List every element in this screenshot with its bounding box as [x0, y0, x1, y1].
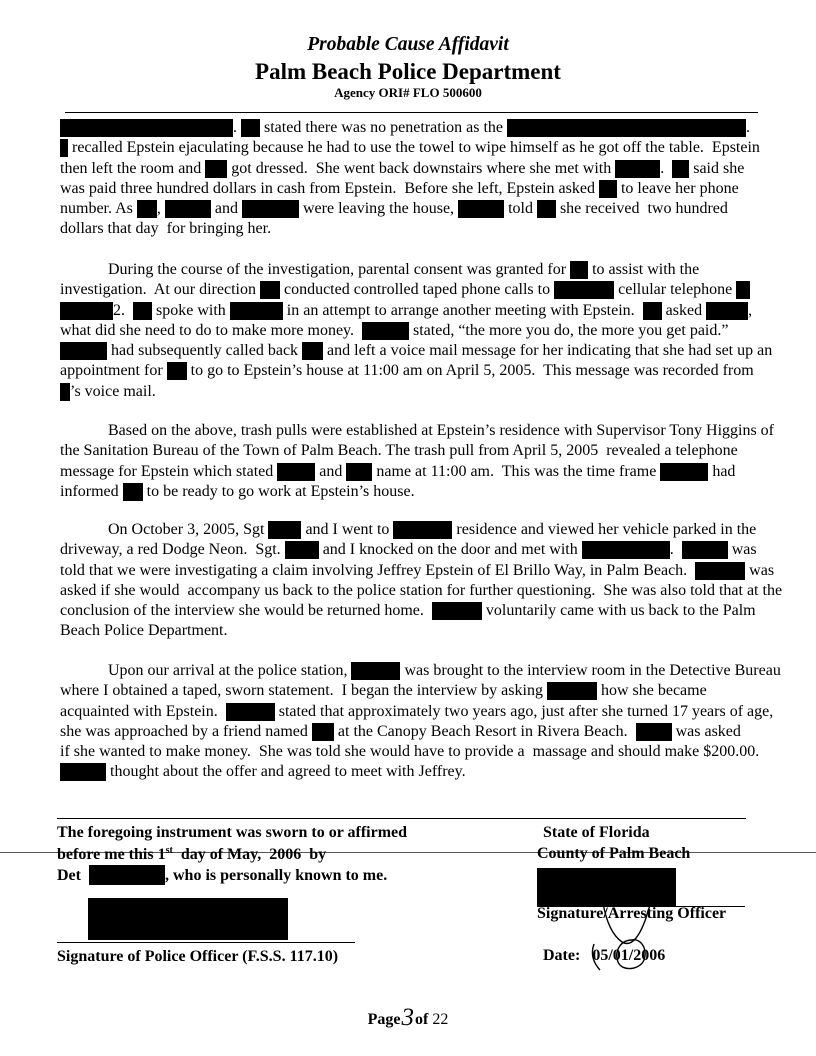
redaction-block — [60, 342, 107, 360]
text-run: to assist with the — [588, 261, 700, 278]
redaction-block — [167, 362, 187, 380]
redaction-block — [660, 463, 708, 481]
oath-officer-suffix: , who is personally known to me. — [164, 867, 388, 884]
redaction-block — [285, 541, 319, 559]
text-run: had — [708, 462, 736, 480]
text-run: , — [748, 301, 753, 319]
text-line — [60, 280, 790, 300]
text-line — [60, 762, 790, 782]
text-run: had subsequently called back — [107, 342, 303, 360]
text-run: stated there was no penetration as the — [260, 119, 508, 136]
text-run: On October 3, 2005, Sgt — [108, 521, 269, 538]
text-line — [60, 118, 790, 138]
text-run: and — [210, 200, 242, 218]
document-title: Probable Cause Affidavit — [307, 34, 509, 55]
text-run: cellular telephone — [614, 281, 737, 299]
text-line — [60, 382, 790, 402]
text-run: conclusion of the interview she would be returned home. — [60, 602, 432, 620]
notary-signature-caption: Signature of Police Officer (F.S.S. 117.10) — [57, 948, 339, 965]
text-line — [60, 681, 790, 701]
text-line — [60, 540, 790, 560]
text-run: appointment for — [60, 362, 167, 380]
text-run: what did she need to do to make more money. — [60, 321, 362, 339]
redaction-block — [60, 139, 68, 157]
text-line — [60, 601, 790, 621]
text-run: the Sanitation Bureau of the Town of Palm Beach. The trash pull from April 5, 2005 revealed a telephone — [60, 442, 738, 460]
text-run: conducted controlled taped phone calls to — [279, 281, 555, 299]
paragraph-5 — [60, 661, 790, 783]
header-rule — [65, 112, 758, 113]
text-line — [60, 421, 790, 441]
redaction-block — [165, 200, 211, 218]
text-run: and I knocked on the door and met with — [318, 541, 582, 559]
text-run: residence and viewed her vehicle parked in the — [452, 521, 757, 538]
text-line — [60, 581, 790, 601]
oath-line-2 — [57, 844, 326, 865]
signature-stroke — [603, 902, 652, 943]
text-line — [60, 742, 790, 762]
paragraph-4 — [60, 520, 790, 642]
text-run: . — [233, 119, 241, 136]
text-line — [60, 702, 790, 722]
text-run: at the Canopy Beach Resort in Rivera Beach. — [333, 722, 636, 740]
redaction-block — [643, 302, 662, 320]
redaction-block — [636, 723, 672, 741]
text-run: , — [156, 200, 165, 218]
page-label: Page — [367, 1011, 401, 1028]
text-run: acquainted with Epstein. — [60, 702, 226, 720]
redaction-block — [226, 703, 275, 721]
redaction-block — [241, 119, 260, 137]
redaction-block — [123, 483, 143, 501]
redaction-block — [89, 865, 165, 885]
text-line — [60, 661, 790, 681]
text-line — [60, 441, 790, 461]
redaction-block — [458, 200, 504, 218]
text-line — [60, 321, 790, 341]
redaction-block — [432, 602, 482, 620]
text-run: . — [660, 159, 673, 177]
redaction-block — [242, 200, 299, 218]
text-line — [60, 179, 790, 199]
redaction-block — [736, 281, 750, 299]
text-run: Upon our arrival at the police station, — [108, 662, 352, 679]
agency-ori: Agency ORI# FLO 500600 — [334, 85, 482, 100]
state-label: State of Florida — [543, 824, 650, 841]
text-line — [60, 260, 790, 280]
text-run: recalled Epstein ejaculating because he had to use the towel to wipe himself as he got off the table. Epstein — [68, 139, 760, 157]
redaction-block — [682, 541, 728, 559]
text-run: investigation. At our direction — [60, 281, 260, 299]
redaction-block — [351, 662, 400, 680]
oath-officer-prefix: Det — [57, 867, 85, 884]
signature-line — [57, 942, 355, 943]
text-run: . — [669, 541, 682, 559]
text-run: in an attempt to arrange another meeting with Epstein. — [282, 301, 643, 319]
text-line — [60, 301, 790, 321]
paragraph-1 — [60, 118, 790, 240]
text-line — [60, 482, 790, 502]
signature-stroke — [617, 940, 645, 969]
redaction-block — [268, 521, 301, 539]
text-run: message for Epstein which stated — [60, 462, 278, 480]
text-run: and — [315, 462, 347, 480]
text-run: stated that approximately two years ago, just after she turned 17 years of age, — [274, 702, 774, 720]
text-line — [60, 621, 790, 641]
redaction-block — [570, 261, 588, 279]
text-run: number. As — [60, 200, 137, 218]
text-run: Beach Police Department. — [60, 622, 228, 640]
redaction-block — [706, 302, 748, 320]
redaction-block — [615, 160, 660, 178]
text-line — [60, 361, 790, 381]
officer-signature-caption: Signature/Arresting Officer — [537, 905, 727, 922]
text-run: and left a voice mail message for her indicating that she had set up an — [323, 342, 773, 360]
redaction-block — [60, 763, 106, 781]
text-run: was — [727, 541, 757, 559]
text-run: dollars that day for bringing her. — [60, 220, 272, 238]
redaction-block — [302, 342, 323, 360]
text-run: said she — [689, 159, 745, 177]
text-run: got dressed. She went back downstairs where she met with — [227, 159, 616, 177]
text-run: if she wanted to make money. She was told she would have to provide a massage and should make $200.00. — [60, 743, 760, 761]
redaction-block — [230, 302, 283, 320]
text-run: spoke with — [152, 301, 230, 319]
handwritten-signature — [580, 893, 670, 978]
redaction-block — [346, 463, 372, 481]
text-run: was asked — [671, 722, 741, 740]
date-value: 05/01/2006 — [592, 947, 666, 964]
redaction-block — [205, 160, 227, 178]
county-label: County of Palm Beach — [537, 845, 691, 862]
redaction-block — [260, 281, 280, 299]
text-run: voluntarily came with us back to the Palm — [481, 602, 756, 620]
text-run: were leaving the house, — [299, 200, 459, 218]
text-run: how she became — [596, 682, 707, 700]
text-run: informed — [60, 482, 123, 500]
text-run: Based on the above, trash pulls were established at Epstein’s residence with Supervisor Tony Higgins of — [108, 422, 775, 439]
paragraph-3 — [60, 421, 790, 502]
redaction-block — [554, 281, 614, 299]
oath-date-text: day of May, 2006 by — [172, 846, 327, 863]
text-run: was — [745, 561, 775, 579]
text-line — [60, 138, 790, 158]
text-run: name at 11:00 am. This was the time frame — [372, 462, 661, 480]
text-line — [60, 722, 790, 742]
text-line — [60, 462, 790, 482]
date-label: Date: — [543, 947, 581, 964]
redacted-signature — [88, 898, 288, 940]
redaction-block — [60, 383, 70, 401]
text-run: thought about the offer and agreed to meet with Jeffrey. — [106, 763, 466, 781]
text-run: 2. — [113, 301, 133, 319]
ordinal-suffix: st — [165, 845, 173, 856]
oath-date-text: before me this 1 — [57, 846, 166, 863]
redaction-block — [547, 682, 597, 700]
page-current: 3 — [401, 1004, 415, 1031]
redaction-block — [277, 463, 315, 481]
text-run: . — [746, 119, 751, 136]
text-line — [60, 561, 790, 581]
redaction-block — [582, 541, 670, 559]
text-line — [60, 341, 790, 361]
redaction-block — [507, 119, 746, 137]
text-line — [60, 520, 790, 540]
text-line — [60, 159, 790, 179]
signature-stroke — [592, 944, 600, 970]
text-run: was paid three hundred dollars in cash from Epstein. Before she left, Epstein asked — [60, 179, 599, 197]
text-run: During the course of the investigation, parental consent was granted for — [108, 261, 571, 278]
redaction-block — [60, 119, 233, 137]
footer-rule — [57, 818, 746, 819]
redaction-block — [672, 160, 689, 178]
redaction-block — [599, 180, 617, 198]
text-line — [60, 199, 790, 219]
text-run: to leave her phone — [616, 179, 739, 197]
paragraph-2 — [60, 260, 790, 402]
page-of: of — [415, 1011, 429, 1028]
redaction-block — [133, 302, 152, 320]
text-run: to be ready to go work at Epstein’s house. — [142, 482, 415, 500]
text-run: ’s voice mail. — [70, 382, 156, 400]
text-run: asked — [661, 301, 707, 319]
page-number — [0, 1006, 816, 1032]
redaction-block — [362, 322, 409, 340]
department-name: Palm Beach Police Department — [255, 59, 561, 84]
text-run: asked if she would accompany us back to the police station for further questioning. She was also told that at the — [60, 581, 783, 599]
text-run: then left the room and — [60, 159, 206, 177]
redaction-block — [60, 302, 113, 320]
redaction-block — [537, 200, 556, 218]
redaction-block — [695, 562, 745, 580]
text-run: told — [504, 200, 537, 218]
redaction-block — [393, 521, 452, 539]
redaction-block — [137, 200, 157, 218]
text-run: and I went to — [301, 521, 394, 538]
text-run: she received two hundred — [555, 200, 728, 218]
oath-line-3 — [57, 865, 387, 886]
text-run: to go to Epstein’s house at 11:00 am on April 5, 2005. This message was recorded from — [186, 362, 754, 380]
text-run: driveway, a red Dodge Neon. Sgt. — [60, 541, 285, 559]
redaction-block — [312, 723, 334, 741]
page-total: 22 — [432, 1011, 449, 1028]
text-run: where I obtained a taped, sworn statement. I began the interview by asking — [60, 682, 547, 700]
text-run: stated, “the more you do, the more you get paid.” — [409, 321, 729, 339]
text-run: told that we were investigating a claim involving Jeffrey Epstein of El Brillo Way, in Palm Beach. — [60, 561, 696, 579]
text-run: she was approached by a friend named — [60, 722, 312, 740]
text-run: was brought to the interview room in the Detective Bureau — [400, 662, 781, 679]
text-line — [60, 219, 790, 239]
oath-line-1: The foregoing instrument was sworn to or affirmed — [57, 824, 408, 841]
